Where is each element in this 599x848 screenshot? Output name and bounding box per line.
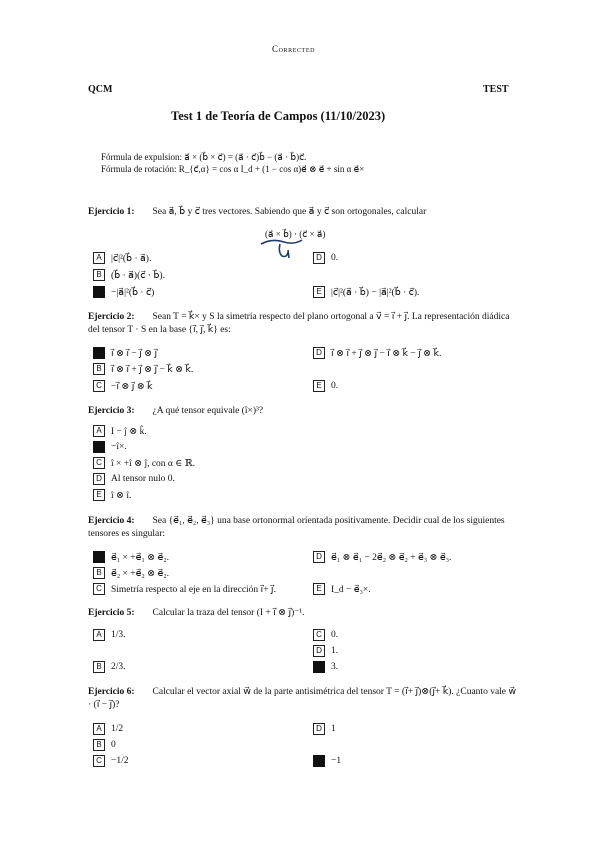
exercise-2-text: Sean T = k⃗× y S la simetría respecto del plano ortogonal a v⃗ = i⃗ + j⃗. La representación diádica del tensor T · S en la base {i⃗, j⃗, k⃗} es: — [88, 312, 510, 335]
exercise-5-option-c[interactable] — [313, 629, 338, 641]
option-text: 2/3. — [111, 662, 126, 672]
option-text: 0 — [111, 740, 116, 750]
exercise-4-label: Ejercicio 4: — [88, 516, 135, 526]
checkbox-b[interactable]: B — [93, 739, 105, 751]
option-text: 1/2 — [111, 724, 124, 734]
exercise-1-option-b[interactable] — [93, 269, 165, 281]
option-text: 1/3. — [111, 630, 126, 640]
exercise-3-option-e[interactable] — [93, 489, 131, 501]
checkbox-e[interactable]: E — [313, 286, 325, 298]
exercise-1-option-a[interactable] — [93, 252, 151, 264]
exercise-4-option-d[interactable] — [313, 551, 451, 563]
exercise-6-statement — [88, 686, 518, 712]
option-text: Simetría respecto al eje en la dirección i⃗+ j⃗. — [111, 584, 276, 595]
exercise-6-label: Ejercicio 6: — [88, 687, 135, 697]
exercise-2-label: Ejercicio 2: — [88, 312, 135, 322]
exercise-1-formula: (a⃗ × b⃗) · (c⃗ × a⃗) — [265, 229, 326, 239]
checkbox-b[interactable]: B — [93, 661, 105, 673]
option-text: −|a⃗|²(b⃗ · c⃗) — [111, 287, 155, 298]
checkbox-c[interactable]: C — [93, 380, 105, 392]
checkbox-a-filled[interactable] — [93, 347, 105, 359]
checkbox-a[interactable]: A — [93, 252, 105, 264]
option-text: |c⃗|²(a⃗ · b⃗) − |a⃗|²(b⃗ · c⃗). — [331, 287, 420, 298]
exercise-4-option-a[interactable] — [93, 551, 169, 563]
exercise-6-option-a[interactable] — [93, 723, 123, 735]
corrected-header: Corrected — [272, 44, 316, 54]
checkbox-d[interactable]: D — [313, 252, 325, 264]
checkbox-c-filled[interactable] — [93, 286, 105, 298]
option-text: î × +î ⊗ ĵ, con α ∈ ℝ. — [111, 458, 195, 469]
exercise-6-option-c[interactable] — [93, 755, 129, 767]
exercise-5-option-e[interactable] — [313, 661, 338, 673]
checkbox-d[interactable]: D — [313, 347, 325, 359]
option-text: −1 — [331, 756, 342, 766]
exercise-1-text: Sea a⃗, b⃗ y c⃗ tres vectores. Sabiendo que a⃗ y c⃗ son ortogonales, calcular — [152, 207, 427, 217]
exercise-4-option-c[interactable] — [93, 583, 276, 595]
exercise-3-option-b[interactable] — [93, 441, 127, 453]
checkbox-c[interactable]: C — [93, 755, 105, 767]
exercise-3-statement — [88, 405, 263, 418]
exercise-5-statement — [88, 607, 305, 620]
test-label: TEST — [483, 84, 509, 95]
option-text: i⃗ ⊗ i⃗ + j⃗ ⊗ j⃗ − k⃗ ⊗ k⃗. — [111, 364, 194, 375]
exercise-5-option-a[interactable] — [93, 629, 126, 641]
exercise-5-option-b[interactable] — [93, 661, 126, 673]
option-text: Al tensor nulo 0. — [111, 474, 175, 484]
exercise-6-option-e[interactable] — [313, 755, 341, 767]
exercise-2-option-a[interactable] — [93, 347, 157, 359]
formula-expulsion: Fórmula de expulsion: a⃗ × (b⃗ × c⃗) = (a⃗ · c⃗)b⃗ − (a⃗ · b⃗)c⃗. — [101, 152, 307, 162]
exercise-2-statement — [88, 311, 518, 337]
exercise-3-option-c[interactable] — [93, 457, 195, 469]
exercise-3-label: Ejercicio 3: — [88, 406, 135, 416]
option-text: î ⊗ î. — [111, 490, 132, 501]
exercise-5-text: Calcular la traza del tensor (I + i⃗ ⊗ j⃗)⁻¹. — [152, 608, 305, 618]
checkbox-b-filled[interactable] — [93, 441, 105, 453]
checkbox-b[interactable]: B — [93, 269, 105, 281]
exercise-3-option-a[interactable] — [93, 425, 147, 437]
checkbox-a[interactable]: A — [93, 629, 105, 641]
checkbox-d[interactable]: D — [313, 551, 325, 563]
checkbox-c[interactable]: C — [93, 583, 105, 595]
checkbox-b[interactable]: B — [93, 363, 105, 375]
exercise-6-text: Calcular el vector axial w⃗ de la parte antisimétrica del tensor T = (i⃗+ j⃗)⊗(j⃗+ k⃗). ¿Cuanto vale w⃗ · (i⃗ − j⃗)? — [88, 687, 517, 710]
option-text: |c⃗|²(b⃗ · a⃗). — [111, 253, 152, 264]
option-text: i⃗ ⊗ i⃗ + j⃗ ⊗ j⃗ − i⃗ ⊗ k⃗ − j⃗ ⊗ k⃗. — [331, 348, 442, 359]
exercise-6-option-b[interactable] — [93, 739, 116, 751]
checkbox-a[interactable]: A — [93, 723, 105, 735]
exercise-4-option-e[interactable] — [313, 583, 371, 595]
checkbox-a-filled[interactable] — [93, 551, 105, 563]
option-text: 0. — [331, 630, 339, 640]
exercise-5-label: Ejercicio 5: — [88, 608, 135, 618]
option-text: I − ĵ ⊗ k̂. — [111, 426, 147, 437]
option-text: e⃗₁ ⊗ e⃗₁ − 2e⃗₂ ⊗ e⃗₂ + e⃗₃ ⊗ e⃗₃. — [331, 552, 452, 563]
exercise-5-option-d[interactable] — [313, 645, 338, 657]
formula-rotacion: Fórmula de rotación: R_{c⃗,α} = cos α I_d + (1 − cos α)e⃗ ⊗ e⃗ + sin α e⃗× — [101, 164, 365, 174]
checkbox-e[interactable]: E — [313, 380, 325, 392]
exercise-2-option-d[interactable] — [313, 347, 441, 359]
option-text: i⃗ ⊗ i⃗ − j⃗ ⊗ j⃗ — [111, 348, 158, 359]
option-text: 0. — [331, 253, 339, 263]
exercise-3-text: ¿A qué tensor equivale (î×)³? — [152, 406, 264, 416]
option-text: I_d − e⃗₃×. — [331, 584, 371, 595]
checkbox-d[interactable]: D — [93, 473, 105, 485]
exercise-2-option-c[interactable] — [93, 380, 153, 392]
option-text: e⃗₂ × +e⃗₂ ⊗ e⃗₂. — [111, 568, 170, 579]
checkbox-d[interactable]: D — [313, 723, 325, 735]
checkbox-e[interactable]: E — [93, 489, 105, 501]
option-text: 1 — [331, 724, 336, 734]
exercise-4-statement — [88, 515, 518, 541]
option-text: e⃗₁ × +e⃗₁ ⊗ e⃗₂. — [111, 552, 170, 563]
exercise-1-option-e[interactable] — [313, 286, 419, 298]
option-text: 0. — [331, 381, 339, 391]
page-title: Test 1 de Teoría de Campos (11/10/2023) — [171, 109, 386, 123]
checkbox-e[interactable]: E — [313, 583, 325, 595]
checkbox-d[interactable]: D — [313, 645, 325, 657]
checkbox-c[interactable]: C — [313, 629, 325, 641]
qcm-label: QCM — [88, 84, 113, 95]
exercise-3-option-d[interactable] — [93, 473, 175, 485]
option-text: −î×. — [111, 442, 127, 452]
option-text: (b⃗ · a⃗)(c⃗ · b⃗). — [111, 270, 165, 281]
exercise-1-label: Ejercicio 1: — [88, 207, 135, 217]
option-text: −1/2 — [111, 756, 129, 766]
checkbox-b[interactable]: B — [93, 567, 105, 579]
checkbox-e-filled[interactable] — [313, 755, 325, 767]
option-text: −i⃗ ⊗ j⃗ ⊗ k⃗ — [111, 381, 153, 392]
handwritten-annotation — [258, 236, 308, 262]
checkbox-e-filled[interactable] — [313, 661, 325, 673]
option-text: 3. — [331, 662, 339, 672]
exercise-4-text: Sea {e⃗₁, e⃗₂, e⃗₃} una base ortonormal orientada positivamente. Decidir cual de los siguientes tensores es singular: — [88, 516, 505, 539]
checkbox-c[interactable]: C — [93, 457, 105, 469]
exercise-1-option-c[interactable] — [93, 286, 154, 298]
checkbox-a[interactable]: A — [93, 425, 105, 437]
exercise-6-option-d[interactable] — [313, 723, 336, 735]
exercise-4-option-b[interactable] — [93, 567, 169, 579]
option-text: 1. — [331, 646, 339, 656]
exercise-1-statement — [88, 206, 426, 219]
exercise-2-option-b[interactable] — [93, 363, 193, 375]
exercise-2-option-e[interactable] — [313, 380, 338, 392]
exercise-1-option-d[interactable] — [313, 252, 338, 264]
